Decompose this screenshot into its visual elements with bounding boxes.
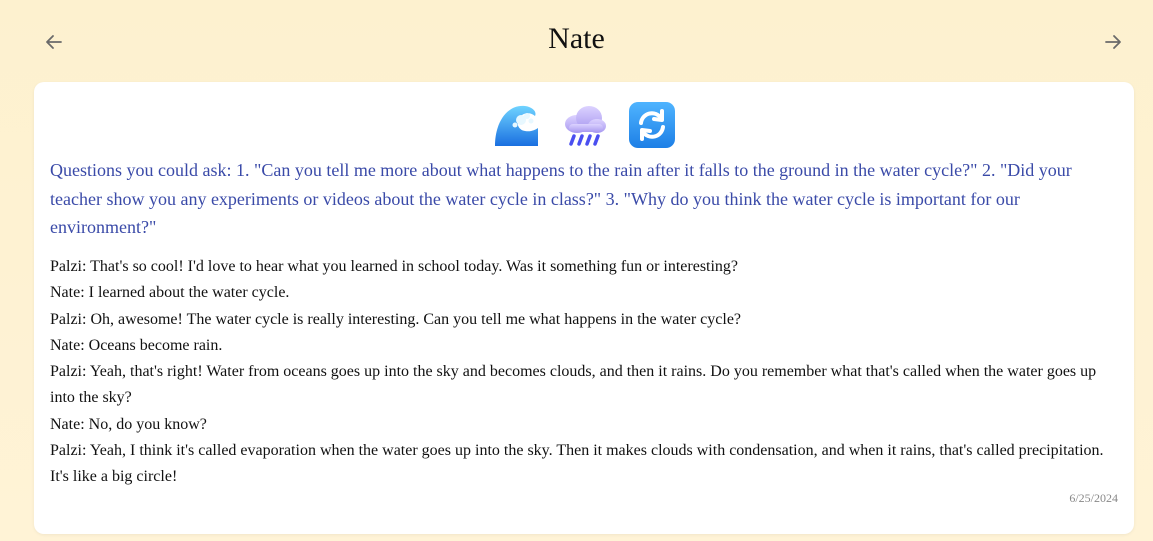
transcript-line: Nate: Oceans become rain. xyxy=(50,336,223,354)
conversation-date: 6/25/2024 xyxy=(1069,491,1118,505)
transcript-line: Palzi: That's so cool! I'd love to hear what you learned in school today. Was it something fun or interesting? xyxy=(50,258,739,275)
transcript-line: Palzi: Yeah, that's right! Water from oceans goes up into the sky and becomes clouds, and then it rains. Do you remember what that's called when the water goes up into the sky? xyxy=(50,363,1097,407)
transcript-line: Nate: No, do you know? xyxy=(50,415,207,433)
header xyxy=(0,0,1153,82)
cycle-arrows-icon xyxy=(627,100,677,150)
transcript-line: Palzi: Oh, awesome! The water cycle is really interesting. Can you tell me what happens in the water cycle? xyxy=(50,310,742,328)
page-title: Nate xyxy=(548,22,605,55)
rain-cloud-icon xyxy=(559,100,609,150)
conversation-card xyxy=(34,82,1134,534)
forward-button[interactable] xyxy=(1099,28,1127,56)
conversation-transcript xyxy=(50,254,1118,491)
ocean-wave-icon xyxy=(491,100,541,150)
topic-icons xyxy=(34,100,1134,150)
arrow-right-icon xyxy=(1103,32,1123,52)
transcript-line: Palzi: Yeah, I think it's called evaporation when the water goes up into the sky. Then it makes clouds with condensation, and when it rains, that's called precipitation. It's like a big circle! xyxy=(50,442,1104,486)
transcript-line: Nate: I learned about the water cycle. xyxy=(50,284,290,302)
suggested-questions: Questions you could ask: 1. "Can you tell me more about what happens to the rain after it falls to the ground in the water cycle?" 2. "Did your teacher show you any experiments or videos about the water cycle in class?" 3. "Why do you think the water cycle is important for our environment?" xyxy=(50,160,1072,237)
